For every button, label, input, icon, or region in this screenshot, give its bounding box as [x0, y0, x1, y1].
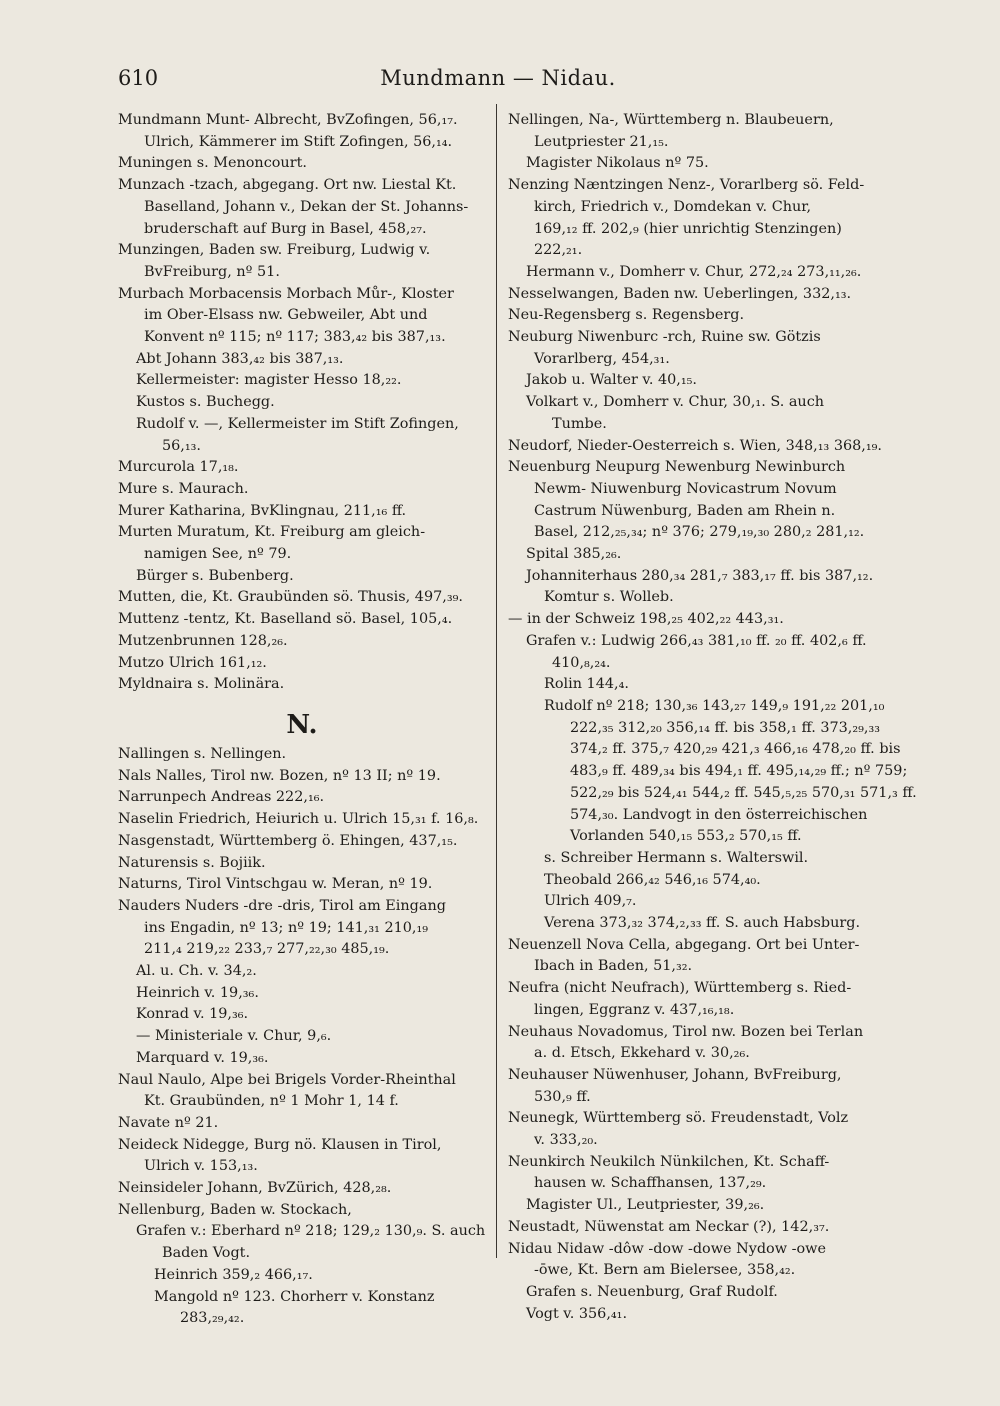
- entry-line: Konrad v. 19,₃₆.: [136, 1006, 249, 1023]
- page-header: [118, 66, 878, 96]
- entry-line: Vorarlberg, 454,₃₁.: [534, 350, 670, 367]
- index-subentry: [508, 1304, 880, 1326]
- entry-line: Kt. Graubünden, nº 1 Mohr 1, 14 f.: [144, 1093, 399, 1110]
- index-subentry: [118, 1004, 486, 1026]
- entry-line: — Ministeriale v. Chur, 9,₆.: [136, 1028, 332, 1045]
- index-entry: [118, 1200, 486, 1222]
- index-subentry: [118, 349, 486, 371]
- index-subentry: [118, 414, 486, 457]
- entry-line: — in der Schweiz 198,₂₅ 402,₂₂ 443,₃₁.: [508, 611, 784, 628]
- index-subentry: [118, 1048, 486, 1070]
- index-entry: [118, 874, 486, 896]
- column-divider: [496, 104, 497, 1258]
- index-subentry: [508, 153, 880, 175]
- index-entry: [118, 1178, 486, 1200]
- entry-line: Grafen s. Neuenburg, Graf Rudolf.: [526, 1283, 778, 1300]
- index-subentry: [118, 566, 486, 588]
- index-entry: [118, 587, 486, 609]
- index-entry: [508, 609, 880, 631]
- index-subentry: [508, 566, 880, 588]
- entry-line: Neinsideler Johann, BvZürich, 428,₂₈.: [118, 1180, 392, 1197]
- entry-line: Naturensis s. Bojiik.: [118, 854, 266, 871]
- index-entry: [118, 1135, 486, 1178]
- index-subentry: [508, 848, 880, 870]
- entry-line: Neustadt, Nüwenstat am Neckar (?), 142,₃₇.: [508, 1218, 830, 1235]
- entry-line: Hermann v., Domherr v. Chur, 272,₂₄ 273,₁₁,₂₆.: [526, 263, 862, 280]
- entry-line: Nidau Nidaw -dôw -dow -dowe Nydow -owe: [508, 1240, 826, 1257]
- entry-line: Nals Nalles, Tirol nw. Bozen, nº 13 II; nº 19.: [118, 767, 441, 784]
- index-subentry: [508, 1282, 880, 1304]
- entry-line: Komtur s. Wolleb.: [544, 589, 674, 606]
- entry-line: Navate nº 21.: [118, 1114, 219, 1131]
- entry-line: Al. u. Ch. v. 34,₂.: [136, 963, 257, 980]
- entry-line: Mutzo Ulrich 161,₁₂.: [118, 654, 267, 671]
- entry-line: bruderschaft auf Burg in Basel, 458,₂₇.: [144, 220, 427, 237]
- entry-line: Baden Vogt.: [162, 1245, 251, 1262]
- index-subentry: [508, 674, 880, 696]
- entry-line: BvFreiburg, nº 51.: [144, 263, 280, 280]
- entry-line: Vogt v. 356,₄₁.: [526, 1305, 628, 1322]
- index-subentry: [118, 1265, 486, 1287]
- entry-line: Heinrich 359,₂ 466,₁₇.: [154, 1266, 313, 1283]
- entry-line: Vorlanden 540,₁₅ 553,₂ 570,₁₅ ff.: [570, 828, 802, 845]
- index-entry: [118, 896, 486, 961]
- index-entry: [508, 327, 880, 370]
- entry-line: Abt Johann 383,₄₂ bis 387,₁₃.: [136, 350, 344, 367]
- entry-line: Rolin 144,₄.: [544, 676, 629, 693]
- entry-line: Naselin Friedrich, Heiurich u. Ulrich 15,₃₁ f. 16,₈.: [118, 811, 479, 828]
- entry-line: 410,₈,₂₄.: [552, 654, 611, 671]
- index-entry: [508, 1108, 880, 1151]
- index-subentry: [118, 983, 486, 1005]
- index-entry: [118, 631, 486, 653]
- index-subentry: [508, 370, 880, 392]
- entry-line: Grafen v.: Ludwig 266,₄₃ 381,₁₀ ff. ₂₀ ff. 402,₆ ff.: [526, 632, 867, 649]
- entry-line: Nenzing Næntzingen Nenz-, Vorarlberg sö. Feld-: [508, 177, 865, 194]
- index-entry: [118, 609, 486, 631]
- entry-line: Neideck Nidegge, Burg nö. Klausen in Tirol,: [118, 1136, 442, 1153]
- index-entry: [508, 1065, 880, 1108]
- entry-line: 211,₄ 219,₂₂ 233,₇ 277,₂₂,₃₀ 485,₁₉.: [144, 941, 390, 958]
- entry-line: Naturns, Tirol Vintschgau w. Meran, nº 19.: [118, 876, 433, 893]
- index-entry: [118, 653, 486, 675]
- index-entry: [118, 766, 486, 788]
- entry-line: 169,₁₂ ff. 202,₉ (hier unrichtig Stenzingen): [534, 220, 842, 237]
- section-heading: N.: [286, 709, 318, 740]
- entry-line: Leutpriester 21,₁₅.: [534, 133, 669, 150]
- index-subentry: [508, 631, 880, 674]
- right-column: [508, 110, 917, 1325]
- entry-line: 483,₉ ff. 489,₃₄ bis 494,₁ ff. 495,₁₄,₂₉ ff.; nº 759;: [570, 763, 908, 780]
- index-entry: [508, 457, 880, 544]
- index-entry: [118, 110, 486, 153]
- entry-line: Volkart v., Domherr v. Chur, 30,₁. S. auch: [526, 394, 825, 411]
- entry-line: Rudolf nº 218; 130,₃₆ 143,₂₇ 149,₉ 191,₂₂ 201,₁₀: [544, 697, 885, 714]
- entry-line: Mundmann Munt- Albrecht, BvZofingen, 56,₁₇.: [118, 112, 458, 128]
- index-subentry: [508, 587, 880, 609]
- index-subentry: [118, 392, 486, 414]
- entry-line: Neufra (nicht Neufrach), Württemberg s. Ried-: [508, 980, 852, 997]
- index-entry: [508, 1239, 880, 1282]
- entry-line: Myldnaira s. Molinära.: [118, 676, 285, 693]
- entry-line: Nasgenstadt, Württemberg ö. Ehingen, 437,₁₅.: [118, 832, 458, 849]
- index-entry: [118, 501, 486, 523]
- index-subentry: [118, 370, 486, 392]
- entry-line: Neunegk, Württemberg sö. Freudenstadt, Volz: [508, 1110, 849, 1127]
- index-entry: [118, 1070, 486, 1113]
- entry-line: Neudorf, Nieder-Oesterreich s. Wien, 348,₁₃ 368,₁₉.: [508, 437, 882, 454]
- entry-line: Nellingen, Na-, Württemberg n. Blaubeuern,: [508, 112, 834, 128]
- index-entry: [508, 175, 880, 262]
- entry-line: Murbach Morbacensis Morbach Můr-, Kloster: [118, 285, 454, 302]
- entry-line: Nellenburg, Baden w. Stockach,: [118, 1201, 352, 1218]
- entry-line: s. Schreiber Hermann s. Walterswil.: [544, 849, 809, 866]
- entry-line: hausen w. Schaffhansen, 137,₂₉.: [534, 1175, 767, 1192]
- entry-line: Castrum Nüwenburg, Baden am Rhein n.: [534, 502, 836, 519]
- entry-line: lingen, Eggranz v. 437,₁₆,₁₈.: [534, 1001, 735, 1018]
- entry-line: kirch, Friedrich v., Domdekan v. Chur,: [534, 198, 812, 215]
- entry-line: namigen See, nº 79.: [144, 546, 292, 563]
- entry-line: Heinrich v. 19,₃₆.: [136, 984, 259, 1001]
- entry-line: 222,₂₁.: [534, 242, 583, 259]
- entry-line: Munzingen, Baden sw. Freiburg, Ludwig v.: [118, 242, 431, 259]
- index-entry: [118, 809, 486, 831]
- entry-line: Kellermeister: magister Hesso 18,₂₂.: [136, 372, 402, 389]
- entry-line: Nallingen s. Nellingen.: [118, 745, 287, 762]
- entry-line: Magister Ul., Leutpriester, 39,₂₆.: [526, 1197, 765, 1214]
- index-subentry: [508, 891, 880, 913]
- entry-line: 56,₁₃.: [162, 437, 201, 454]
- left-column: [118, 110, 486, 1330]
- index-entry: [118, 1113, 486, 1135]
- entry-line: Murcurola 17,₁₈.: [118, 459, 239, 476]
- entry-line: 530,₉ ff.: [534, 1088, 591, 1105]
- entry-line: -ōwe, Kt. Bern am Bielersee, 358,₄₂.: [534, 1262, 796, 1279]
- entry-line: Newm- Niuwenburg Novicastrum Novum: [534, 480, 837, 497]
- entry-line: Johanniterhaus 280,₃₄ 281,₇ 383,₁₇ ff. bis 387,₁₂.: [526, 567, 874, 584]
- entry-line: 283,₂₉,₄₂.: [180, 1310, 245, 1327]
- index-entry: [118, 240, 486, 283]
- entry-line: Ulrich 409,₇.: [544, 893, 637, 910]
- entry-line: v. 333,₂₀.: [534, 1132, 598, 1149]
- index-entry: [118, 479, 486, 501]
- index-entry: [118, 153, 486, 175]
- entry-line: Basel, 212,₂₅,₃₄; nº 376; 279,₁₉,₃₀ 280,₂ 281,₁₂.: [534, 524, 865, 541]
- entry-line: Neunkirch Neukilch Nünkilchen, Kt. Schaff-: [508, 1153, 830, 1170]
- index-subentry: [508, 696, 917, 848]
- entry-line: Nauders Nuders -dre -dris, Tirol am Eingang: [118, 897, 446, 914]
- index-entry: [508, 110, 880, 153]
- index-entry: [118, 457, 486, 479]
- index-subentry: [118, 1287, 486, 1330]
- index-entry: [118, 831, 486, 853]
- entry-line: Naul Naulo, Alpe bei Brigels Vorder-Rheinthal: [118, 1071, 456, 1088]
- index-entry: [508, 305, 880, 327]
- index-entry: [118, 853, 486, 875]
- entry-line: Muningen s. Menoncourt.: [118, 155, 307, 172]
- index-entry: [118, 175, 486, 240]
- entry-line: Neuenzell Nova Cella, abgegang. Ort bei Unter-: [508, 936, 860, 953]
- index-subentry: [508, 1195, 880, 1217]
- entry-line: Grafen v.: Eberhard nº 218; 129,₂ 130,₉. S. auch: [136, 1223, 486, 1240]
- index-subentry: [118, 961, 486, 983]
- entry-line: Neuburg Niwenburc -rch, Ruine sw. Götzis: [508, 329, 821, 346]
- entry-line: Munzach -tzach, abgegang. Ort nw. Liestal Kt.: [118, 177, 457, 194]
- running-title: Mundmann — Nidau.: [380, 66, 616, 90]
- entry-line: Rudolf v. —, Kellermeister im Stift Zofingen,: [136, 415, 459, 432]
- index-subentry: [508, 870, 880, 892]
- entry-line: Tumbe.: [552, 415, 607, 432]
- index-entry: [118, 674, 486, 696]
- entry-line: 522,₂₉ bis 524,₄₁ 544,₂ ff. 545,₅,₂₅ 570,₃₁ 571,₃ ff.: [570, 784, 917, 801]
- entry-line: Mangold nº 123. Chorherr v. Konstanz: [154, 1288, 435, 1305]
- entry-line: Narrunpech Andreas 222,₁₆.: [118, 789, 325, 806]
- entry-line: Bürger s. Bubenberg.: [136, 567, 294, 584]
- entry-line: Neuhaus Novadomus, Tirol nw. Bozen bei Terlan: [508, 1023, 864, 1040]
- entry-line: 222,₃₅ 312,₂₀ 356,₁₄ ff. bis 358,₁ ff. 373,₂₉,₃₃: [570, 719, 881, 736]
- index-entry: [508, 1152, 880, 1195]
- page-number: 610: [118, 66, 159, 90]
- entry-line: Neuhauser Nüwenhuser, Johann, BvFreiburg,: [508, 1066, 842, 1083]
- index-entry: [508, 978, 880, 1021]
- index-entry: [508, 935, 880, 978]
- entry-line: Ibach in Baden, 51,₃₂.: [534, 958, 693, 975]
- entry-line: 574,₃₀. Landvogt in den österreichischen: [570, 806, 868, 823]
- entry-line: Mutten, die, Kt. Graubünden sö. Thusis, 497,₃₉.: [118, 589, 463, 606]
- entry-line: Ulrich, Kämmerer im Stift Zofingen, 56,₁₄.: [144, 133, 453, 150]
- index-subentry: [508, 262, 880, 284]
- entry-line: Mure s. Maurach.: [118, 480, 249, 497]
- entry-line: Mutzenbrunnen 128,₂₆.: [118, 632, 288, 649]
- entry-line: Neuenburg Neupurg Newenburg Newinburch: [508, 459, 846, 476]
- index-subentry: [508, 913, 880, 935]
- entry-line: Muttenz -tentz, Kt. Baselland sö. Basel, 105,₄.: [118, 611, 453, 628]
- entry-line: Neu-Regensberg s. Regensberg.: [508, 307, 745, 324]
- entry-line: Verena 373,₃₂ 374,₂,₃₃ ff. S. auch Habsburg.: [544, 915, 861, 932]
- entry-line: Murten Muratum, Kt. Freiburg am gleich-: [118, 524, 426, 541]
- entry-line: im Ober-Elsass nw. Gebweiler, Abt und: [144, 307, 428, 324]
- index-entry: [118, 284, 486, 349]
- index-subentry: [118, 1026, 486, 1048]
- entry-line: Theobald 266,₄₂ 546,₁₆ 574,₄₀.: [544, 871, 761, 888]
- entry-line: Murer Katharina, BvKlingnau, 211,₁₆ ff.: [118, 502, 407, 519]
- index-subentry: [508, 544, 880, 566]
- index-entry: [118, 787, 486, 809]
- index-entry: [508, 436, 880, 458]
- index-entry: [508, 284, 880, 306]
- entry-line: Konvent nº 115; nº 117; 383,₄₂ bis 387,₁₃.: [144, 329, 446, 346]
- index-entry: [118, 522, 486, 565]
- entry-line: Kustos s. Buchegg.: [136, 394, 275, 411]
- entry-line: Magister Nikolaus nº 75.: [526, 155, 709, 172]
- entry-line: Baselland, Johann v., Dekan der St. Johanns-: [144, 198, 469, 215]
- entry-line: Marquard v. 19,₃₆.: [136, 1049, 269, 1066]
- entry-line: Ulrich v. 153,₁₃.: [144, 1158, 258, 1175]
- entry-line: Spital 385,₂₆.: [526, 546, 622, 563]
- entry-line: a. d. Etsch, Ekkehard v. 30,₂₆.: [534, 1045, 750, 1062]
- index-entry: [508, 1217, 880, 1239]
- index-entry: [118, 744, 486, 766]
- index-subentry: [118, 1221, 486, 1264]
- entry-line: 374,₂ ff. 375,₇ 420,₂₉ 421,₃ 466,₁₆ 478,₂₀ ff. bis: [570, 741, 901, 758]
- index-subentry: [508, 392, 880, 435]
- index-entry: [508, 1022, 880, 1065]
- entry-line: Jakob u. Walter v. 40,₁₅.: [526, 372, 697, 389]
- entry-line: Nesselwangen, Baden nw. Ueberlingen, 332,₁₃.: [508, 285, 852, 302]
- entry-line: ins Engadin, nº 13; nº 19; 141,₃₁ 210,₁₉: [144, 919, 429, 936]
